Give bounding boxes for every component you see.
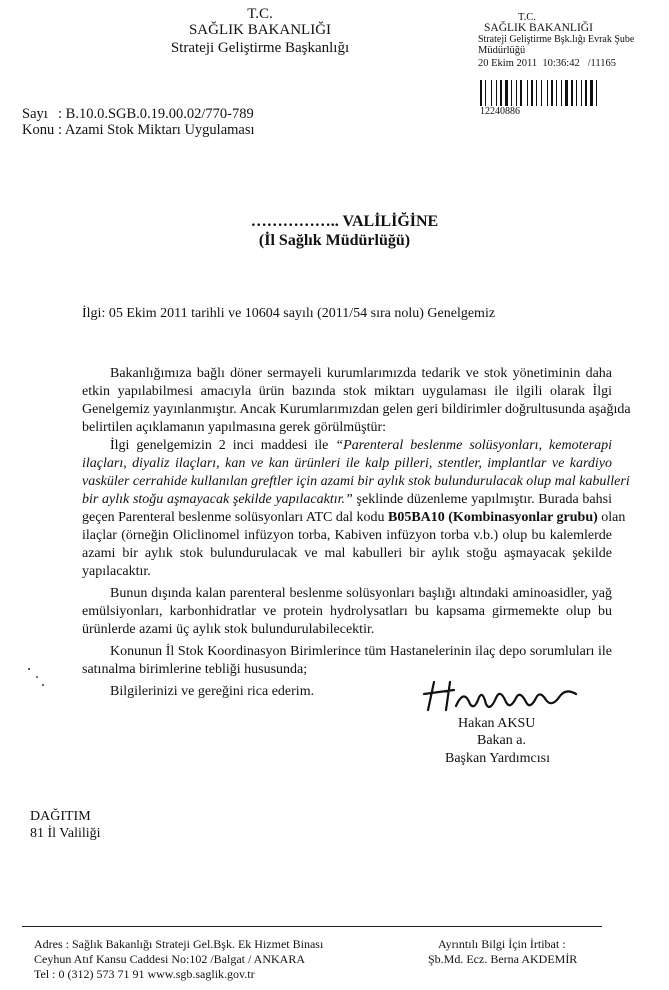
p2-line4 [82, 492, 612, 508]
handwritten-signature [420, 676, 600, 716]
barcode-bar [541, 80, 542, 106]
barcode-bar [561, 80, 562, 106]
evrak-stamp [478, 12, 635, 69]
p2-quote-l1: “Parenteral beslenme solüsyonları, kemoterapi [335, 438, 613, 453]
barcode-bar [598, 80, 600, 106]
p1-line1: Bakanlığımıza bağlı döner sermayeli kurumlarımızda tedarik ve stok yönetiminin daha [110, 366, 612, 381]
barcode-bar [565, 80, 568, 106]
barcode-bar [585, 80, 587, 106]
barcode-bar [487, 80, 490, 106]
barcode-bar [480, 80, 482, 106]
barcode-bar [493, 80, 495, 106]
p2-line6: ilaçlar (örneğin Oliclinomel infüzyon torba, Kabiven infüzyon torba v.b.) olup bu kalemlerde [82, 528, 612, 543]
barcode-bar [581, 80, 582, 106]
stamp-date: 20 Ekim 2011 [478, 58, 538, 69]
barcode-bar [498, 80, 499, 106]
stamp-line1: T.C. [518, 12, 536, 23]
barcode-bar [543, 80, 546, 106]
sayi-line [22, 106, 254, 123]
p2-line8: yapılacaktır. [82, 564, 151, 579]
footer-phone: Tel : 0 (312) 573 71 91 www.sgb.saglik.gov.tr [34, 967, 255, 981]
stamp-number: /11165 [587, 58, 616, 69]
p1-line2: etkin yapılabilmesi amacıyla ürün bazında stok miktarı uygulaması ile ilgili olarak İlgi [82, 384, 612, 399]
barcode-bar [509, 80, 510, 106]
konu-line [22, 122, 255, 139]
barcode-bar [534, 80, 535, 106]
barcode-bar [549, 80, 550, 106]
sayi-value: : B.10.0.SGB.0.19.00.02/770-789 [58, 106, 254, 122]
stamp-line3: Strateji Geliştirme Bşk.lığı Evrak Şube [478, 34, 635, 45]
footer-street: Ceyhun Atıf Kansu Caddesi No:102 /Balgat / ANKARA [34, 952, 305, 966]
konu-label: Konu [22, 122, 55, 138]
p2-line7: azami bir aylık stok bulundurulacak ve mal kabulleri bir aylık stoğu aşmayacak şekilde [82, 546, 612, 561]
barcode-bar [576, 80, 577, 106]
p3-line1: Bunun dışında kalan parenteral beslenme solüsyonları başlığı altındaki aminoasidler, yağ [110, 586, 612, 601]
p2-l5c: olan [597, 510, 626, 525]
barcode-bar [551, 80, 553, 106]
barcode-bar [483, 80, 484, 106]
barcode-bar [511, 80, 512, 106]
barcode-bar [574, 80, 575, 106]
barcode-bar [578, 80, 580, 106]
barcode-bar [503, 80, 504, 106]
barcode-bar [529, 80, 530, 106]
barcode-bar [518, 80, 519, 106]
signer-title: Başkan Yardımcısı [445, 751, 550, 766]
p2-quote-l3: vasküler cerrahide kullanılan greftler için azami bir aylık stok bulundurulacak olup mal kabulleri [82, 474, 630, 489]
signer-for: Bakan a. [477, 733, 526, 748]
p2-quote-l4: bir aylık stoğu aşmayacak şekilde yapılacaktır.” [82, 492, 353, 507]
footer-address: Adres : Sağlık Bakanlığı Strateji Gel.Bşk. Ek Hizmet Binası [34, 937, 324, 951]
p4-line2: satınalma birimlerine tebliği hususunda; [82, 662, 308, 677]
signer-name: Hakan AKSU [458, 716, 536, 731]
sayi-label: Sayı [22, 106, 48, 122]
p2-l5a: geçen Parenteral beslenme solüsyonları ATC dal kodu [82, 510, 388, 525]
barcode-bar [558, 80, 560, 106]
barcode-bar [571, 80, 573, 106]
barcode-bar [569, 80, 570, 106]
barcode-bar [538, 80, 540, 106]
barcode-bar [491, 80, 492, 106]
footer-info-label: Ayrıntılı Bilgi İçin İrtibat : [438, 937, 566, 951]
p2-start: İlgi genelgemizin 2 inci maddesi ile [110, 438, 336, 453]
ilgi-line: İlgi: 05 Ekim 2011 tarihli ve 10604 sayılı (2011/54 sıra nolu) Genelgemiz [82, 306, 496, 321]
p3-line3: ürünlerde azami üç aylık stok bulundurulabilecektir. [82, 622, 375, 637]
p1-line3: Genelgemiz yayınlanmıştır. Ancak Kurumlarımızdan gelen geri bildirimler doğrultusunda aşağıda [82, 402, 631, 417]
barcode-bar [513, 80, 515, 106]
p1-line4: belirtilen açıklamanın yapılmasına gerek görülmüştür: [82, 420, 387, 435]
barcode-bar [505, 80, 508, 106]
distribution-value: 81 İl Valiliği [30, 826, 101, 841]
barcode-bar [596, 80, 597, 106]
barcode-bar [590, 80, 593, 106]
barcode-bar [594, 80, 595, 106]
barcode-bar [536, 80, 537, 106]
barcode-bar [520, 80, 522, 106]
header-department: Strateji Geliştirme Başkanlığı [170, 40, 350, 56]
stamp-time: 10:36:42 [542, 58, 580, 69]
barcode-bar [554, 80, 555, 106]
p2-rest-l4: şeklinde düzenleme yapılmıştır. Burada bahsi [352, 492, 612, 507]
header-ministry: SAĞLIK BAKANLIĞI [188, 22, 332, 38]
barcode-number: 12240886 [480, 106, 520, 117]
barcode-bar [485, 80, 486, 106]
p2-line5 [82, 510, 626, 526]
addressee-line1: …………….. VALİLİĞİNE [250, 213, 439, 230]
header-tc: T.C. [247, 6, 273, 22]
barcode-bar [583, 80, 584, 106]
footer-divider [22, 926, 602, 927]
p2-line1 [110, 438, 612, 454]
barcode-bar [496, 80, 497, 106]
p4-line1: Konunun İl Stok Koordinasyon Birimlerince tüm Hastanelerinin ilaç depo sorumluları ile [110, 644, 612, 659]
stamp-line4: Müdürlüğü [478, 45, 526, 56]
distribution-label: DAĞITIM [30, 809, 91, 824]
p3-line2: emülsiyonları, karbonhidratlar ve protein hydrolysatları bu kapsama girmemekte olup bu [82, 604, 612, 619]
barcode-bar [531, 80, 533, 106]
stamp-line2: SAĞLIK BAKANLIĞI [484, 22, 593, 34]
barcode-bar [556, 80, 557, 106]
p5-line: Bilgilerinizi ve gereğini rica ederim. [110, 684, 315, 699]
addressee-line2: (İl Sağlık Müdürlüğü) [258, 232, 411, 249]
barcode-bar [500, 80, 502, 106]
barcode-bar [527, 80, 528, 106]
barcode-bar [516, 80, 517, 106]
barcode-bar [563, 80, 564, 106]
footer-info-person: Şb.Md. Ecz. Berna AKDEMİR [428, 952, 578, 966]
barcode [480, 80, 620, 106]
barcode-bar [523, 80, 526, 106]
konu-value: : Azami Stok Miktarı Uygulaması [58, 122, 255, 138]
p2-l5b-atc-code: B05BA10 (Kombinasyonlar grubu) [387, 510, 598, 525]
barcode-bar [588, 80, 589, 106]
barcode-bar [547, 80, 548, 106]
p2-quote-l2: ilaçları, diyaliz ilaçları, kan ve kan ürünleri ile kalp pilleri, stentler, implantlar ve kardiyo [82, 456, 612, 471]
scan-specks [22, 664, 52, 694]
